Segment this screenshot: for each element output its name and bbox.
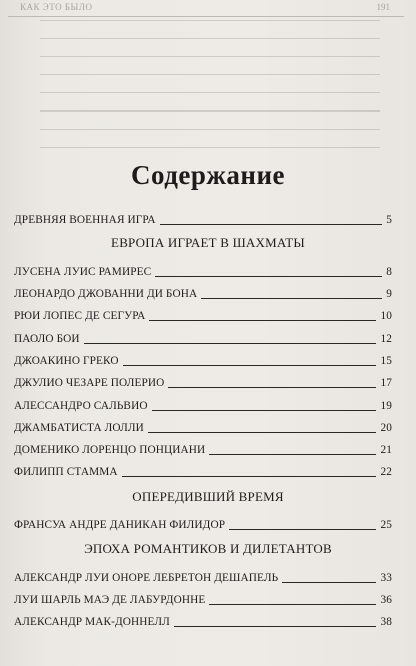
- toc-entry-page-number: 8: [386, 266, 392, 278]
- toc-entry-page-number: 10: [380, 310, 392, 322]
- leader-line: [155, 276, 382, 277]
- toc-entry-page-number: 5: [386, 214, 392, 226]
- leader-line: [209, 454, 376, 455]
- section-heading: ЕВРОПА ИГРАЕТ В ШАХМАТЫ: [111, 235, 305, 250]
- toc-entry-title: АЛЕКСАНДР ЛУИ ОНОРЕ ЛЕБРЕТОН ДЕШАПЕЛЬ: [14, 572, 279, 584]
- toc-entry-page-number: 25: [380, 519, 392, 531]
- toc-entry-title: ПАОЛО БОИ: [14, 333, 80, 345]
- toc-entry-title: АЛЕКСАНДР МАК-ДОННЕЛЛ: [14, 616, 170, 628]
- leader-line: [229, 529, 376, 530]
- toc-entry-page-number: 36: [380, 594, 392, 606]
- toc-entry-title: ЛУИ ШАРЛЬ МАЭ ДЕ ЛАБУРДОННЕ: [14, 594, 206, 606]
- toc-entry-page-number: 15: [380, 355, 392, 367]
- toc-entry: [14, 351, 392, 369]
- toc-entry: [14, 306, 392, 324]
- toc-entry: [14, 284, 392, 302]
- leader-line: [149, 320, 376, 321]
- leader-line: [123, 365, 376, 366]
- toc-entry-title: ФИЛИПП СТАММА: [14, 466, 118, 478]
- running-head-text: КАК ЭТО БЫЛО: [20, 2, 93, 12]
- leader-line: [201, 298, 382, 299]
- leader-line: [282, 582, 376, 583]
- leader-line: [148, 432, 376, 433]
- page-title: Содержание: [130, 160, 286, 190]
- toc-entry: [14, 515, 392, 533]
- toc-entry-title: РЮИ ЛОПЕС ДЕ СЕГУРА: [14, 310, 146, 322]
- toc-entry: [14, 568, 392, 586]
- toc-entry-title: ФРАНСУА АНДРЕ ДАНИКАН ФИЛИДОР: [14, 519, 226, 531]
- leader-line: [84, 343, 376, 344]
- toc-entry: [14, 440, 392, 458]
- toc-entry-title: ДРЕВНЯЯ ВОЕННАЯ ИГРА: [14, 214, 156, 226]
- section-heading: ОПЕРЕДИВШИЙ ВРЕМЯ: [132, 489, 284, 504]
- leader-line: [174, 626, 376, 627]
- toc-entry: [14, 329, 392, 347]
- leader-line: [209, 604, 376, 605]
- toc-entry: [14, 612, 392, 630]
- toc-entry: [14, 396, 392, 414]
- toc-entry: [14, 418, 392, 436]
- toc-entry: [14, 262, 392, 280]
- toc-entry: [14, 590, 392, 608]
- toc-entry: [14, 373, 392, 391]
- toc-entry-title: ДЖУЛИО ЧЕЗАРЕ ПОЛЕРИО: [14, 377, 165, 389]
- toc-entry-page-number: 33: [380, 572, 392, 584]
- toc-entry-page-number: 38: [380, 616, 392, 628]
- toc-entry: [14, 462, 392, 480]
- leader-line: [152, 410, 376, 411]
- toc-entry-title: ЛУСЕНА ЛУИС РАМИРЕС: [14, 266, 152, 278]
- toc-entry-title: ДЖОАКИНО ГРЕКО: [14, 355, 119, 367]
- leader-line: [122, 476, 376, 477]
- toc-entry-title: ДЖАМБАТИСТА ЛОЛЛИ: [14, 422, 144, 434]
- toc-entry-page-number: 19: [380, 400, 392, 412]
- toc-entry-page-number: 9: [386, 288, 392, 300]
- toc-entry-page-number: 12: [380, 333, 392, 345]
- toc-entry-page-number: 21: [380, 444, 392, 456]
- toc-entry-title: ДОМЕНИКО ЛОРЕНЦО ПОНЦИАНИ: [14, 444, 206, 456]
- toc-entry-page-number: 20: [380, 422, 392, 434]
- toc-entry-page-number: 22: [380, 466, 392, 478]
- toc-entry-title: АЛЕССАНДРО САЛЬВИО: [14, 400, 148, 412]
- header-page-number: 191: [376, 2, 390, 12]
- toc-entry: [14, 210, 392, 228]
- leader-line: [168, 387, 376, 388]
- leader-line: [160, 224, 382, 225]
- toc-entry-page-number: 17: [380, 377, 392, 389]
- toc-entry-title: ЛЕОНАРДО ДЖОВАННИ ДИ БОНА: [14, 288, 198, 300]
- section-heading: ЭПОХА РОМАНТИКОВ И ДИЛЕТАНТОВ: [84, 541, 332, 556]
